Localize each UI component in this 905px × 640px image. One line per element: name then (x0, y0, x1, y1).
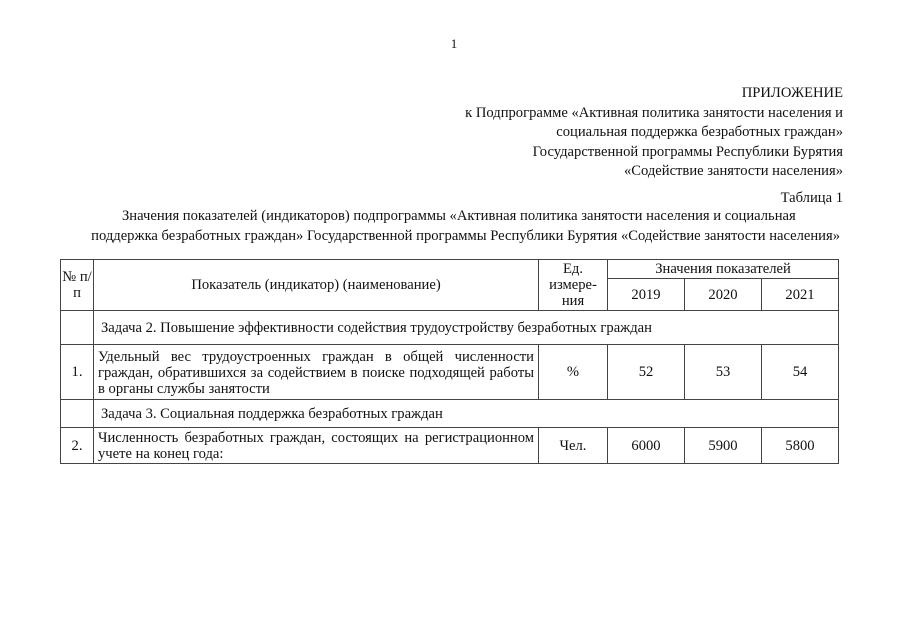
appendix-header (323, 84, 843, 182)
task-label: Задача 2. Повышение эффективности содействия трудоустройству безработных граждан (94, 311, 839, 345)
appendix-title: ПРИЛОЖЕНИЕ (741, 85, 843, 101)
indicator-name: Удельный вес трудоустроенных граждан в общей численности граждан, обратившихся за содействием в поиске подходящей работы в органы службы занятости (94, 345, 539, 400)
task-row (61, 400, 839, 428)
value-cell: 54 (762, 345, 839, 400)
task-empty-cell (61, 311, 94, 345)
task-label: Задача 3. Социальная поддержка безработных граждан (94, 400, 839, 428)
table-title (40, 206, 840, 246)
row-number: 1. (61, 345, 94, 400)
header-year: 2021 (762, 279, 839, 311)
value-cell: 6000 (608, 428, 685, 464)
unit-cell: % (539, 345, 608, 400)
appendix-line: социальная поддержка безработных граждан» (556, 124, 843, 140)
header-values-group: Значения показателей (608, 260, 839, 279)
header-year: 2019 (608, 279, 685, 311)
header-name: Показатель (индикатор) (наименование) (94, 260, 539, 311)
table-title-line: Значения показателей (индикаторов) подпрограммы «Активная политика занятости населения и социальная (122, 208, 796, 224)
appendix-line: «Содействие занятости населения» (623, 163, 843, 179)
appendix-line: к Подпрограмме «Активная политика занятости населения и (465, 104, 843, 121)
value-cell: 5800 (762, 428, 839, 464)
header-unit: Ед. измере-ния (539, 260, 608, 311)
table-title-line: поддержка безработных граждан» Государственной программы Республики Бурятия «Содействие занятости населения» (91, 228, 840, 244)
indicators-table (60, 259, 839, 464)
unit-cell: Чел. (539, 428, 608, 464)
header-year: 2020 (685, 279, 762, 311)
value-cell: 52 (608, 345, 685, 400)
indicator-name: Численность безработных граждан, состоящих на регистрационном учете на конец года: (94, 428, 539, 464)
task-empty-cell (61, 400, 94, 428)
table-number: Таблица 1 (780, 190, 843, 206)
header-row (61, 260, 839, 279)
table-row (61, 428, 839, 464)
appendix-line: Государственной программы Республики Бурятия (532, 143, 843, 160)
row-number: 2. (61, 428, 94, 464)
page-number: 1 (450, 36, 458, 51)
header-num: № п/п (61, 260, 94, 311)
value-cell: 53 (685, 345, 762, 400)
table-row (61, 345, 839, 400)
value-cell: 5900 (685, 428, 762, 464)
task-row (61, 311, 839, 345)
